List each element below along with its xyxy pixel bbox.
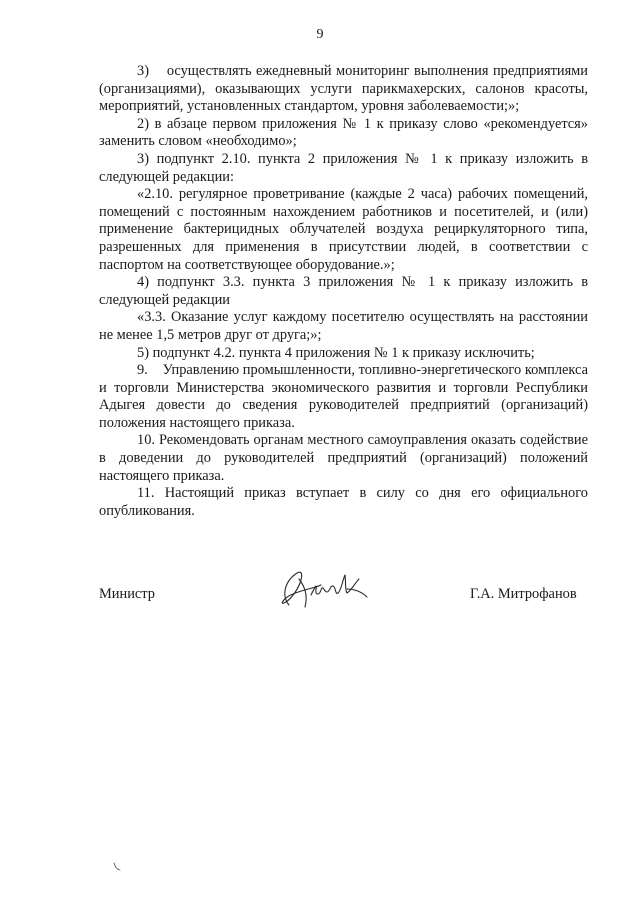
paragraph-item-4-subpoint-3-3: 4) подпункт 3.3. пункта 3 приложения № 1 к приказу изложить в следующей редакции [99,274,588,308]
document-body [99,63,588,520]
quoted-subpoint-3-3: «3.3. Оказание услуг каждому посетителю осуществлять на расстоянии не менее 1,5 метров друг от друга;»; [99,309,588,343]
paragraph-point-11: 11. Настоящий приказ вступает в силу со дня его официального опубликования. [99,485,588,519]
signatory-name: Г.А. Митрофанов [470,586,577,602]
page-number: 9 [316,27,324,42]
paragraph-point-9: 9. Управлению промышленности, топливно-энергетического комплекса и торговли Министерства экономического развития и торговли Республики Адыгея довести до сведения руководителей предприятий (организаций) положения настоящего приказа. [99,362,588,431]
handwritten-signature [275,565,375,613]
paragraph-item-3-monitoring: 3) осуществлять ежедневный мониторинг выполнения предприятиями (организациями), оказывающих услуги парикмахерских, салонов красоты, мероприятий, установленных стандартом, уровня заболеваемости;»; [99,63,588,115]
quoted-subpoint-2-10: «2.10. регулярное проветривание (каждые 2 часа) рабочих помещений, помещений с постоянным нахождением работников и посетителей, и (или) применение бактерицидных облучателей воздуха рециркуляторного типа, разрешенных для применения в присутствии людей, в соответствии с паспортом на соответствующее оборудование.»; [99,186,588,273]
signatory-title: Министр [99,586,155,602]
stray-pen-mark [111,861,123,873]
paragraph-item-3-subpoint-2-10: 3) подпункт 2.10. пункта 2 приложения № 1 к приказу изложить в следующей редакции: [99,150,588,185]
paragraph-point-10: 10. Рекомендовать органам местного самоуправления оказать содействие в доведении до руководителей предприятий (организаций) положений настоящего приказа. [99,432,588,484]
paragraph-item-5-subpoint-4-2: 5) подпункт 4.2. пункта 4 приложения № 1 к приказу исключить; [137,344,535,361]
paragraph-item-2-word-replacement: 2) в абзаце первом приложения № 1 к приказу слово «рекомендуется» заменить словом «необходимо»; [99,115,588,150]
